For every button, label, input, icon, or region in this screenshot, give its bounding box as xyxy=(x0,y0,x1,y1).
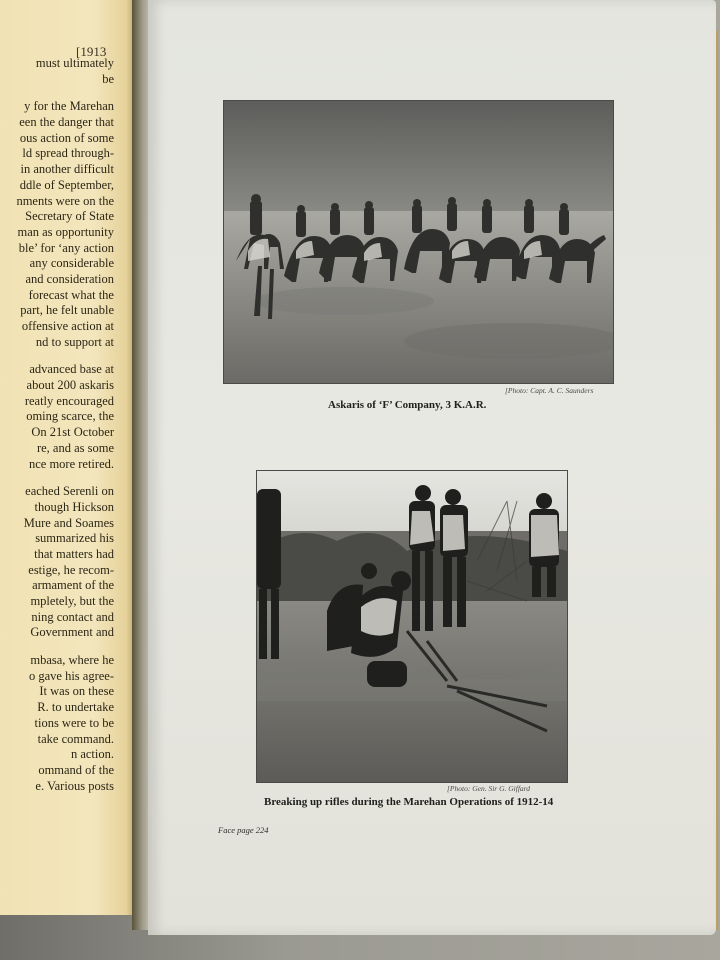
left-page-line: nce more retired. xyxy=(28,456,114,471)
left-page-line: summarized his xyxy=(35,531,114,546)
left-page-line: about 200 askaris xyxy=(26,378,114,393)
photo-askaris-camels xyxy=(223,100,614,384)
left-page-year: [1913 xyxy=(76,44,107,59)
left-page-line: ommand of the xyxy=(38,762,114,777)
left-page-line: and consideration xyxy=(25,271,114,286)
left-page-line: man as opportunity xyxy=(17,224,114,239)
left-page-line: tions were to be xyxy=(34,715,114,730)
left-page-line: though Hickson xyxy=(34,499,114,514)
left-page-line: mpletely, but the xyxy=(30,594,114,608)
left-page-line xyxy=(16,350,114,362)
left-page-line: ning contact and xyxy=(31,609,114,624)
left-page-line: nd to support at xyxy=(35,334,114,349)
left-page-line: reatly encouraged xyxy=(24,393,114,408)
left-page-text xyxy=(16,56,114,794)
left-page-line: part, he felt unable xyxy=(20,303,114,318)
left-page-line: advanced base at xyxy=(29,362,114,377)
photo-breaking-rifles xyxy=(256,470,568,783)
left-page-line: Secretary of State xyxy=(25,209,114,224)
left-page-line: eached Serenli on xyxy=(25,484,114,499)
left-page-line: ld spread through- xyxy=(22,146,114,161)
left-page-line: R. to undertake xyxy=(37,700,114,715)
left-page-line: take command. xyxy=(37,731,114,746)
left-page-line: ble’ for ‘any action xyxy=(18,240,114,255)
left-page-line: be xyxy=(102,71,114,86)
left-page xyxy=(0,0,137,915)
left-page-line: ddle of September, xyxy=(19,177,114,192)
left-page-line: nments were on the xyxy=(16,193,114,208)
left-page-line: forecast what the xyxy=(28,287,114,302)
photo2-credit: [Photo: Gen. Sir G. Giffard xyxy=(447,784,531,793)
photo2-caption: Breaking up rifles during the Marehan Operations of 1912-14 xyxy=(264,796,554,808)
left-page-line: ous action of some xyxy=(19,130,114,145)
left-page-line: een the danger that xyxy=(19,115,114,130)
left-page-line: e. Various posts xyxy=(35,778,114,793)
left-page-line: estige, he recom- xyxy=(28,562,114,577)
left-page-line: Government and xyxy=(30,625,114,640)
left-page-line: oming scarce, the xyxy=(26,409,114,424)
left-page-line: any considerable xyxy=(29,256,114,271)
left-page-line: y for the Marehan xyxy=(24,99,114,114)
left-page-line: offensive action at xyxy=(21,319,114,333)
left-page-line: must ultimately xyxy=(35,56,114,70)
photo1-caption: Askaris of ‘F’ Company, 3 K.A.R. xyxy=(328,399,487,411)
left-page-line: armament of the xyxy=(32,578,114,593)
left-page-line: n action. xyxy=(70,747,114,762)
left-page-line: re, and as some xyxy=(36,440,114,455)
left-page-line: o gave his agree- xyxy=(28,668,114,683)
left-page-line xyxy=(16,472,114,484)
left-page-line: On 21st October xyxy=(31,425,114,440)
photo1-credit: [Photo: Capt. A. C. Saunders xyxy=(505,386,594,395)
face-page-label: Face page 224 xyxy=(218,825,269,835)
left-page-line: Mure and Soames xyxy=(23,515,114,530)
left-page-line xyxy=(16,87,114,99)
left-page-line: that matters had xyxy=(34,546,114,561)
left-page-line xyxy=(16,641,114,653)
left-page-line: in another difficult xyxy=(20,162,114,177)
left-page-line: mbasa, where he xyxy=(30,653,114,668)
left-page-line: It was on these xyxy=(39,684,114,699)
